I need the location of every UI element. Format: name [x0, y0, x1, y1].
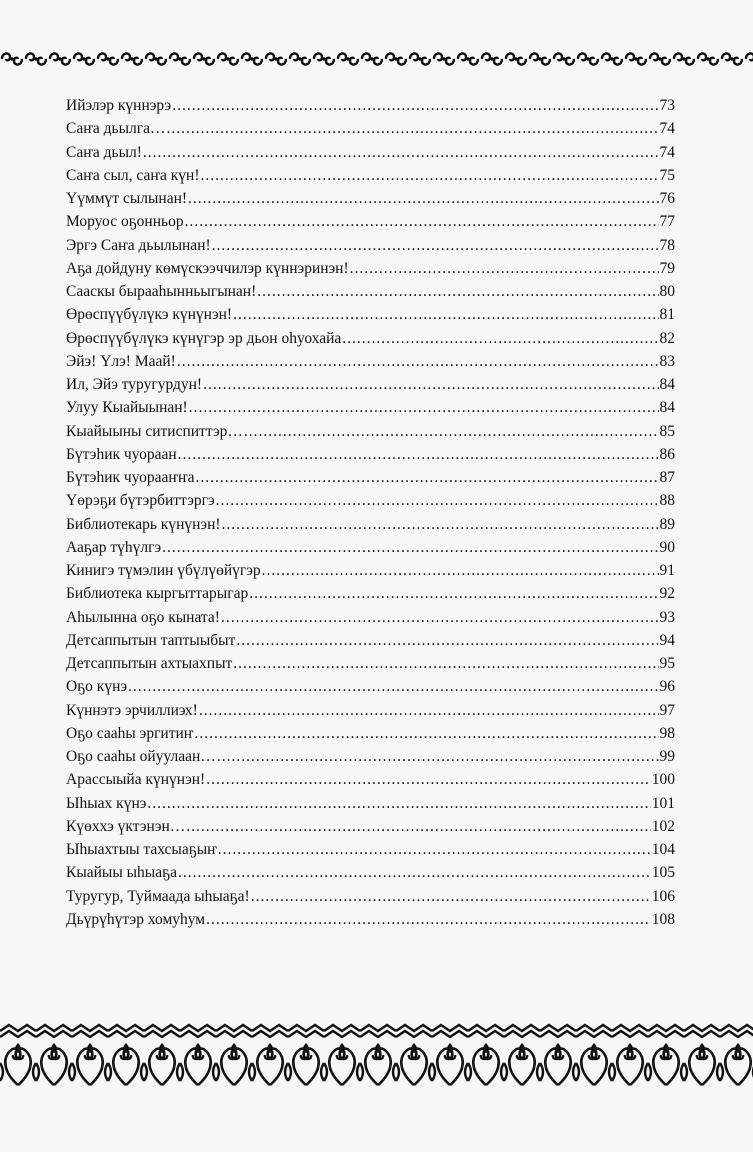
toc-entry-title: Моруос оҕонньор — [66, 213, 184, 231]
toc-entry-title: Туругур, Туймаада ыһыаҕа! — [66, 887, 250, 905]
toc-entry — [66, 280, 675, 303]
toc-entry-title: Эргэ Саҥа дьылынан! — [66, 236, 211, 254]
toc-entry — [66, 559, 675, 582]
toc-entry — [66, 815, 675, 838]
toc-entry-page: 100 — [651, 771, 675, 789]
dot-leader — [178, 861, 651, 884]
toc-entry — [66, 420, 675, 443]
toc-entry-title: Өрөспүүбүлүкэ күнүнэн! — [66, 306, 233, 324]
toc-entry — [66, 908, 675, 931]
toc-entry — [66, 94, 675, 117]
dot-leader — [128, 675, 658, 698]
toc-entry-page: 84 — [659, 399, 675, 417]
toc-entry — [66, 443, 675, 466]
dot-leader — [244, 420, 659, 443]
toc-entry-title: Кинигэ түмэлин үбүлүөйүгэр — [66, 562, 261, 579]
toc-entry-page: 101 — [651, 794, 675, 812]
toc-entry-page: 84 — [659, 376, 675, 393]
toc-entry-title: Аһылынна оҕо кыната! — [66, 608, 220, 626]
dot-leader — [143, 141, 659, 164]
toc-entry-page: 105 — [651, 864, 675, 882]
toc-entry-title: Ыһыах күнэ — [66, 794, 147, 812]
toc-entry-page: 92 — [659, 585, 675, 603]
toc-entry — [66, 652, 675, 675]
dot-leader — [216, 489, 659, 512]
dot-leader — [218, 838, 651, 861]
toc-entry-page: 90 — [659, 538, 675, 556]
toc-entry — [66, 536, 675, 559]
toc-entry-title: Күннэтэ эрчиллиэх! — [66, 701, 198, 719]
toc-entry-page: 104 — [651, 841, 675, 858]
dot-leader — [185, 210, 659, 233]
toc-entry — [66, 466, 675, 489]
toc-entry-page: 81 — [659, 306, 675, 324]
dot-leader — [251, 885, 651, 908]
toc-entry-page: 96 — [659, 678, 675, 696]
toc-entry-title: Дьүрүһүтэр хомуһум — [66, 910, 206, 928]
bottom-ornament-border — [0, 1023, 753, 1087]
dot-leader — [162, 536, 658, 559]
toc-entry-page: 95 — [659, 655, 675, 672]
toc-entry-page: 89 — [659, 515, 675, 533]
toc-entry — [66, 768, 675, 791]
toc-entry-title: Библиотекарь күнүнэн! — [66, 515, 221, 533]
toc-entry-page: 79 — [659, 259, 675, 277]
dot-leader — [147, 792, 650, 815]
toc-entry-page: 75 — [659, 166, 675, 184]
toc-entry — [66, 792, 675, 815]
toc-entry-page: 94 — [659, 631, 675, 649]
toc-entry-title: Детсаппытын таптыыбыт — [66, 631, 236, 649]
toc-entry-page: 80 — [659, 283, 675, 300]
dot-leader — [350, 257, 659, 280]
table-of-contents — [66, 94, 675, 931]
dot-leader — [233, 303, 658, 326]
toc-entry-title: Арассыыйа күнүнэн! — [66, 771, 206, 789]
toc-entry-title: Бүтэһик чуораан — [66, 445, 177, 463]
dot-leader — [166, 117, 658, 140]
toc-entry-title: Өрөспүүбүлүкэ күнүгэр эр дьон оһуохайа — [66, 329, 342, 347]
toc-entry-title: Оҕо күнэ — [66, 678, 128, 696]
toc-entry-page: 102 — [651, 817, 675, 835]
toc-entry — [66, 327, 675, 350]
toc-entry-title: Ийэлэр күннэрэ — [66, 97, 172, 114]
toc-entry-page: 88 — [659, 492, 675, 510]
toc-entry — [66, 187, 675, 210]
toc-entry — [66, 745, 675, 768]
toc-entry-title: Кыайыыны ситиспиттэр… — [66, 422, 243, 440]
toc-entry-page: 98 — [659, 724, 675, 742]
top-ornament-border — [0, 48, 753, 70]
dot-leader — [222, 513, 659, 536]
toc-entry — [66, 838, 675, 861]
toc-entry-page: 85 — [659, 422, 675, 440]
toc-entry-title: Бүтэһик чуорааҥҥа — [66, 469, 195, 486]
dot-leader — [177, 350, 659, 373]
dot-leader — [172, 94, 658, 117]
toc-entry-title: Үөрэҕи бүтэрбиттэргэ — [66, 492, 215, 510]
toc-entry-title: Аҕа дойдуну көмүскээччилэр күннэринэн! — [66, 259, 349, 277]
toc-entry-page: 91 — [659, 562, 675, 579]
dot-leader — [178, 443, 659, 466]
dot-leader — [249, 582, 658, 605]
dot-leader — [188, 187, 658, 210]
dot-leader — [206, 908, 651, 931]
toc-entry-title: Ааҕар түһүлгэ — [66, 538, 162, 556]
toc-entry — [66, 582, 675, 605]
toc-entry — [66, 396, 675, 419]
toc-entry-page: 74 — [659, 143, 675, 161]
toc-entry-page: 73 — [659, 97, 675, 114]
toc-entry — [66, 861, 675, 884]
toc-entry-page: 83 — [659, 352, 675, 370]
dot-leader — [206, 768, 651, 791]
toc-entry-page: 97 — [659, 701, 675, 719]
toc-entry — [66, 722, 675, 745]
toc-entry-title: Сааскы бырааһынньыгынан! — [66, 283, 257, 300]
toc-entry — [66, 117, 675, 140]
toc-entry — [66, 513, 675, 536]
toc-entry-title: Саҥа дьыл! — [66, 143, 142, 161]
dot-leader — [342, 327, 658, 350]
dot-leader — [203, 373, 658, 396]
toc-entry-title: Библиотека кыргыттарыгар — [66, 585, 249, 603]
dot-leader — [189, 396, 659, 419]
dot-leader — [221, 606, 659, 629]
toc-entry — [66, 373, 675, 396]
toc-entry-title: Ыһыахтыы тахсыаҕыҥ — [66, 841, 217, 858]
toc-entry — [66, 606, 675, 629]
toc-entry — [66, 303, 675, 326]
toc-entry-title: Эйэ! Үлэ! Маай! — [66, 352, 176, 370]
toc-entry — [66, 234, 675, 257]
toc-entry-title: Кыайыы ыһыаҕа — [66, 864, 177, 882]
toc-entry — [66, 489, 675, 512]
toc-entry-page: 87 — [659, 469, 675, 486]
toc-entry-title: Саҥа сыл, саҥа күн! — [66, 166, 200, 184]
dot-leader — [217, 745, 659, 768]
toc-entry-title: Детсаппытын ахтыахпыт — [66, 655, 233, 672]
toc-entry-page: 99 — [659, 748, 675, 765]
dot-leader — [194, 722, 658, 745]
toc-entry — [66, 885, 675, 908]
toc-entry — [66, 164, 675, 187]
toc-entry-title: Үүммүт сылынан! — [66, 190, 188, 207]
toc-entry-page: 77 — [659, 213, 675, 231]
toc-entry-title: Күөххэ үктэнэн… — [66, 817, 186, 835]
dot-leader — [201, 164, 659, 187]
toc-entry — [66, 210, 675, 233]
toc-entry-page: 93 — [659, 608, 675, 626]
dot-leader — [236, 629, 658, 652]
toc-entry — [66, 257, 675, 280]
toc-entry-title: Оҕо сааһы эргитиҥ — [66, 724, 194, 742]
toc-entry-page: 78 — [659, 236, 675, 254]
toc-entry-page: 76 — [659, 190, 675, 207]
toc-entry — [66, 629, 675, 652]
dot-leader — [212, 234, 659, 257]
toc-entry-title: Саҥа дьылга… — [66, 120, 166, 138]
dot-leader — [196, 466, 659, 489]
toc-entry-title: Улуу Кыайыынан! — [66, 399, 188, 417]
dot-leader — [257, 280, 658, 303]
toc-entry-page: 86 — [659, 445, 675, 463]
dot-leader — [199, 699, 659, 722]
toc-entry-title: Ил, Эйэ туругурдун! — [66, 376, 203, 393]
toc-entry — [66, 141, 675, 164]
toc-entry — [66, 699, 675, 722]
toc-entry-title: Оҕо сааһы ойуулаан… — [66, 748, 216, 765]
toc-entry-page: 108 — [651, 910, 675, 928]
toc-entry-page: 74 — [659, 120, 675, 138]
dot-leader — [262, 559, 659, 582]
dot-leader — [186, 815, 650, 838]
toc-entry-page: 106 — [651, 887, 675, 905]
toc-entry — [66, 675, 675, 698]
toc-entry-page: 82 — [659, 329, 675, 347]
dot-leader — [233, 652, 658, 675]
toc-entry — [66, 350, 675, 373]
